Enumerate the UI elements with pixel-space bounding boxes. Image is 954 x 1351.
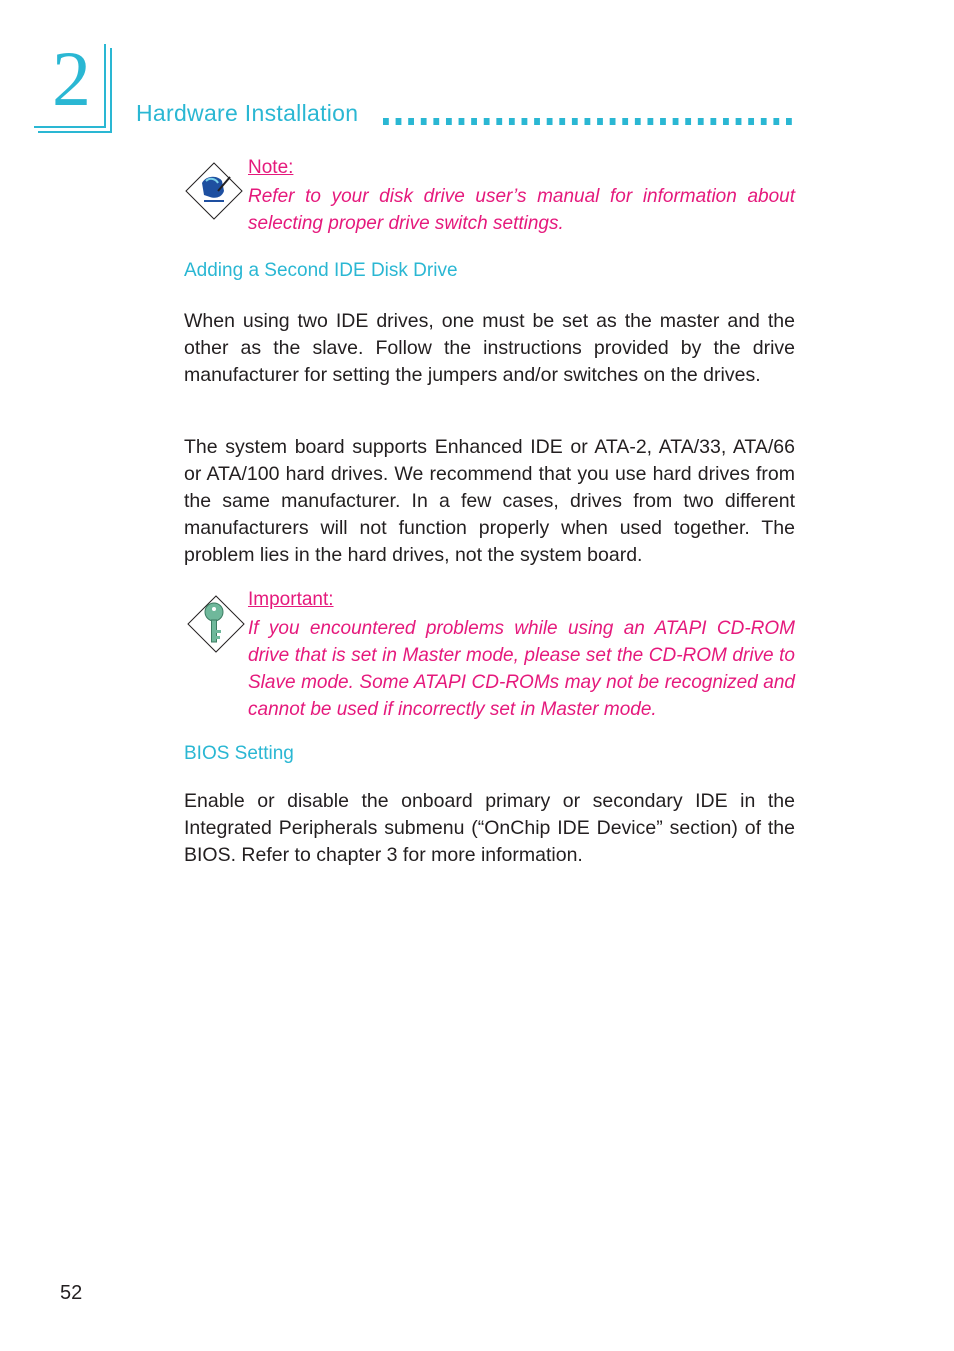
page-number: 52: [60, 1282, 83, 1304]
chapter-frame-line: [34, 126, 106, 128]
body-paragraph: The system board supports Enhanced IDE or ATA-2, ATA/33, ATA/66 or ATA/100 hard drives. We recommend that you use hard drives from the same manufacturer. In a few cases, drives from two different manufacturers will not function properly when used together. The problem lies in the hard drives, not the system board.: [184, 436, 795, 566]
body-paragraph: When using two IDE drives, one must be set as the master and the other as the slave. Follow the instructions provided by the drive manufacturer for setting the jumpers and/or switches on the drives.: [184, 310, 795, 386]
chapter-frame-line: [104, 44, 106, 128]
chapter-number: 2: [52, 35, 91, 122]
important-text: If you encountered problems while using an ATAPI CD-ROM drive that is set in Master mode, please set the CD-ROM drive to Slave mode. Some ATAPI CD-ROMs may not be recognized and cannot be used if incorrectly set in Master mode.: [248, 618, 795, 720]
important-label: Important:: [248, 589, 334, 610]
chapter-frame-line: [38, 131, 112, 133]
section-heading-second-ide: Adding a Second IDE Disk Drive: [184, 260, 458, 281]
note-text: Refer to your disk drive user’s manual for information about selecting proper drive switch settings.: [248, 186, 795, 234]
chapter-frame-line: [110, 48, 112, 132]
chapter-title: Hardware Installation: [136, 100, 359, 126]
body-paragraph: Enable or disable the onboard primary or secondary IDE in the Integrated Peripherals submenu (“OnChip IDE Device” section) of the BIOS. Refer to chapter 3 for more information.: [184, 790, 795, 866]
key-icon: [186, 594, 246, 654]
header-dotted-rule: [383, 118, 797, 125]
note-writing-hand-icon: [184, 161, 244, 221]
section-heading-bios-setting: BIOS Setting: [184, 743, 294, 764]
note-label: Note:: [248, 157, 294, 178]
